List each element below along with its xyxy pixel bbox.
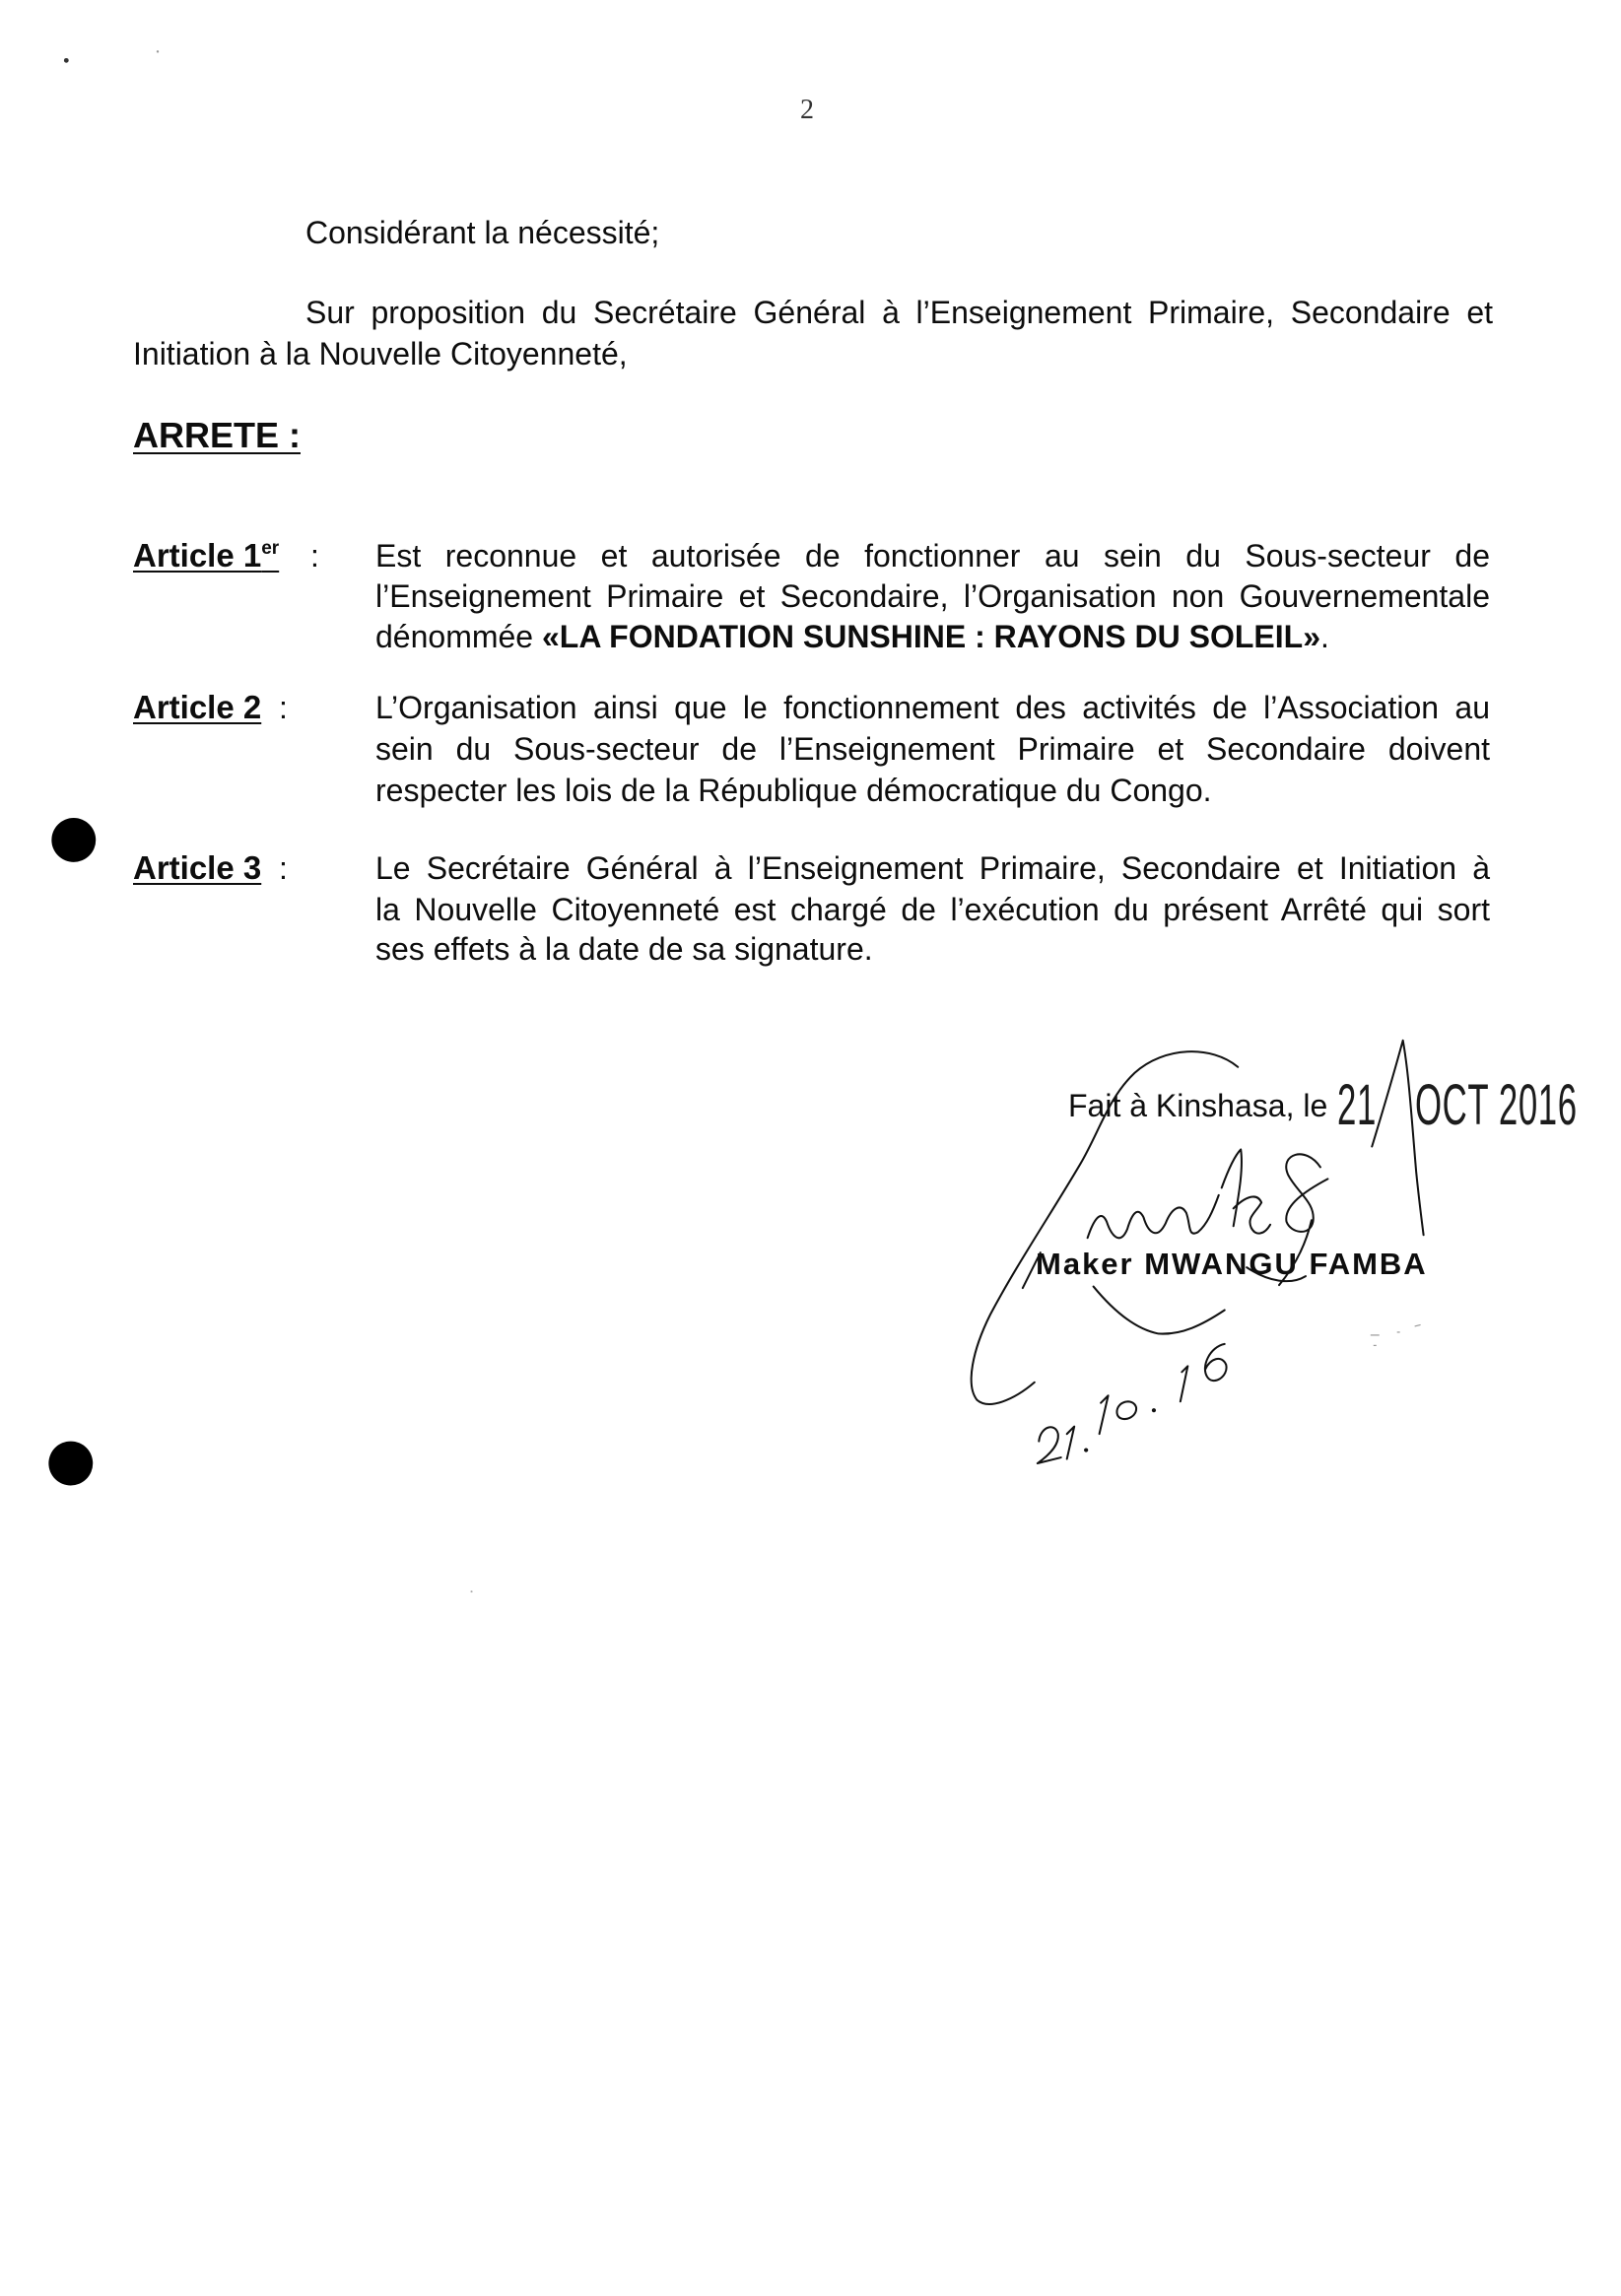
punch-hole bbox=[51, 818, 96, 862]
article-3-line-1: Le Secrétaire Général à l’Enseignement Primaire, Secondaire et Initiation à bbox=[375, 850, 1490, 886]
article-2-line-3: respecter les lois de la République démocratique du Congo. bbox=[375, 773, 1212, 808]
scan-speck bbox=[64, 58, 69, 63]
article-1-colon: : bbox=[310, 538, 319, 574]
handwritten-date bbox=[1038, 1344, 1227, 1463]
article-1-label bbox=[133, 535, 279, 576]
article-1-label-text: Article 1 bbox=[133, 537, 262, 574]
signatory-name: Maker MWANGU FAMBA bbox=[1036, 1247, 1428, 1281]
article-1-line-2: l’Enseignement Primaire et Secondaire, l’Organisation non Gouvernementale bbox=[375, 578, 1490, 614]
scan-speck bbox=[157, 50, 159, 52]
organization-name: «LA FONDATION SUNSHINE : RAYONS DU SOLEIL» bbox=[541, 619, 1320, 654]
page-number: 2 bbox=[800, 95, 814, 125]
signature-scrawl bbox=[1088, 1149, 1270, 1238]
date-stamp-month-year: OCT 2016 bbox=[1415, 1073, 1578, 1137]
article-2-line-2: sein du Sous-secteur de l’Enseignement Primaire et Secondaire doivent bbox=[375, 731, 1490, 767]
article-2-label bbox=[133, 687, 261, 728]
article-3-label-text: Article 3 bbox=[133, 849, 262, 886]
article-1-label-underline bbox=[133, 537, 279, 574]
considering-clause: Considérant la nécessité; bbox=[305, 215, 660, 250]
decree-heading: ARRETE : bbox=[133, 415, 301, 455]
proposal-clause-line-2: Initiation à la Nouvelle Citoyenneté, bbox=[133, 336, 628, 371]
article-1-line-1: Est reconnue et autorisée de fonctionner au sein du Sous-secteur de bbox=[375, 538, 1490, 574]
article-1-line-3-text: dénommée bbox=[375, 619, 542, 654]
article-3-line-3: ses effets à la date de sa signature. bbox=[375, 931, 873, 967]
proposal-clause-line-1: Sur proposition du Secrétaire Général à l’Enseignement Primaire, Secondaire et bbox=[305, 295, 1493, 330]
article-3-label bbox=[133, 847, 261, 889]
article-1-line-3-suffix: . bbox=[1319, 619, 1329, 654]
punch-hole bbox=[48, 1442, 93, 1486]
scan-speck bbox=[470, 1590, 472, 1592]
article-3-line-2: la Nouvelle Citoyenneté est chargé de l’exécution du présent Arrêté qui sort bbox=[375, 892, 1490, 927]
signature-stroke bbox=[1372, 1041, 1423, 1235]
article-2-colon: : bbox=[279, 690, 288, 725]
scan-specks bbox=[1371, 1324, 1421, 1345]
place-and-date: Fait à Kinshasa, le bbox=[1068, 1088, 1328, 1123]
article-1-label-sup: er bbox=[261, 538, 280, 559]
date-stamp-day: 21 bbox=[1337, 1073, 1377, 1137]
article-2-line-1: L’Organisation ainsi que le fonctionnement des activités de l’Association au bbox=[375, 690, 1490, 725]
article-3-colon: : bbox=[279, 850, 288, 886]
article-2-label-text: Article 2 bbox=[133, 689, 262, 725]
article-1-line-3 bbox=[375, 616, 1329, 657]
